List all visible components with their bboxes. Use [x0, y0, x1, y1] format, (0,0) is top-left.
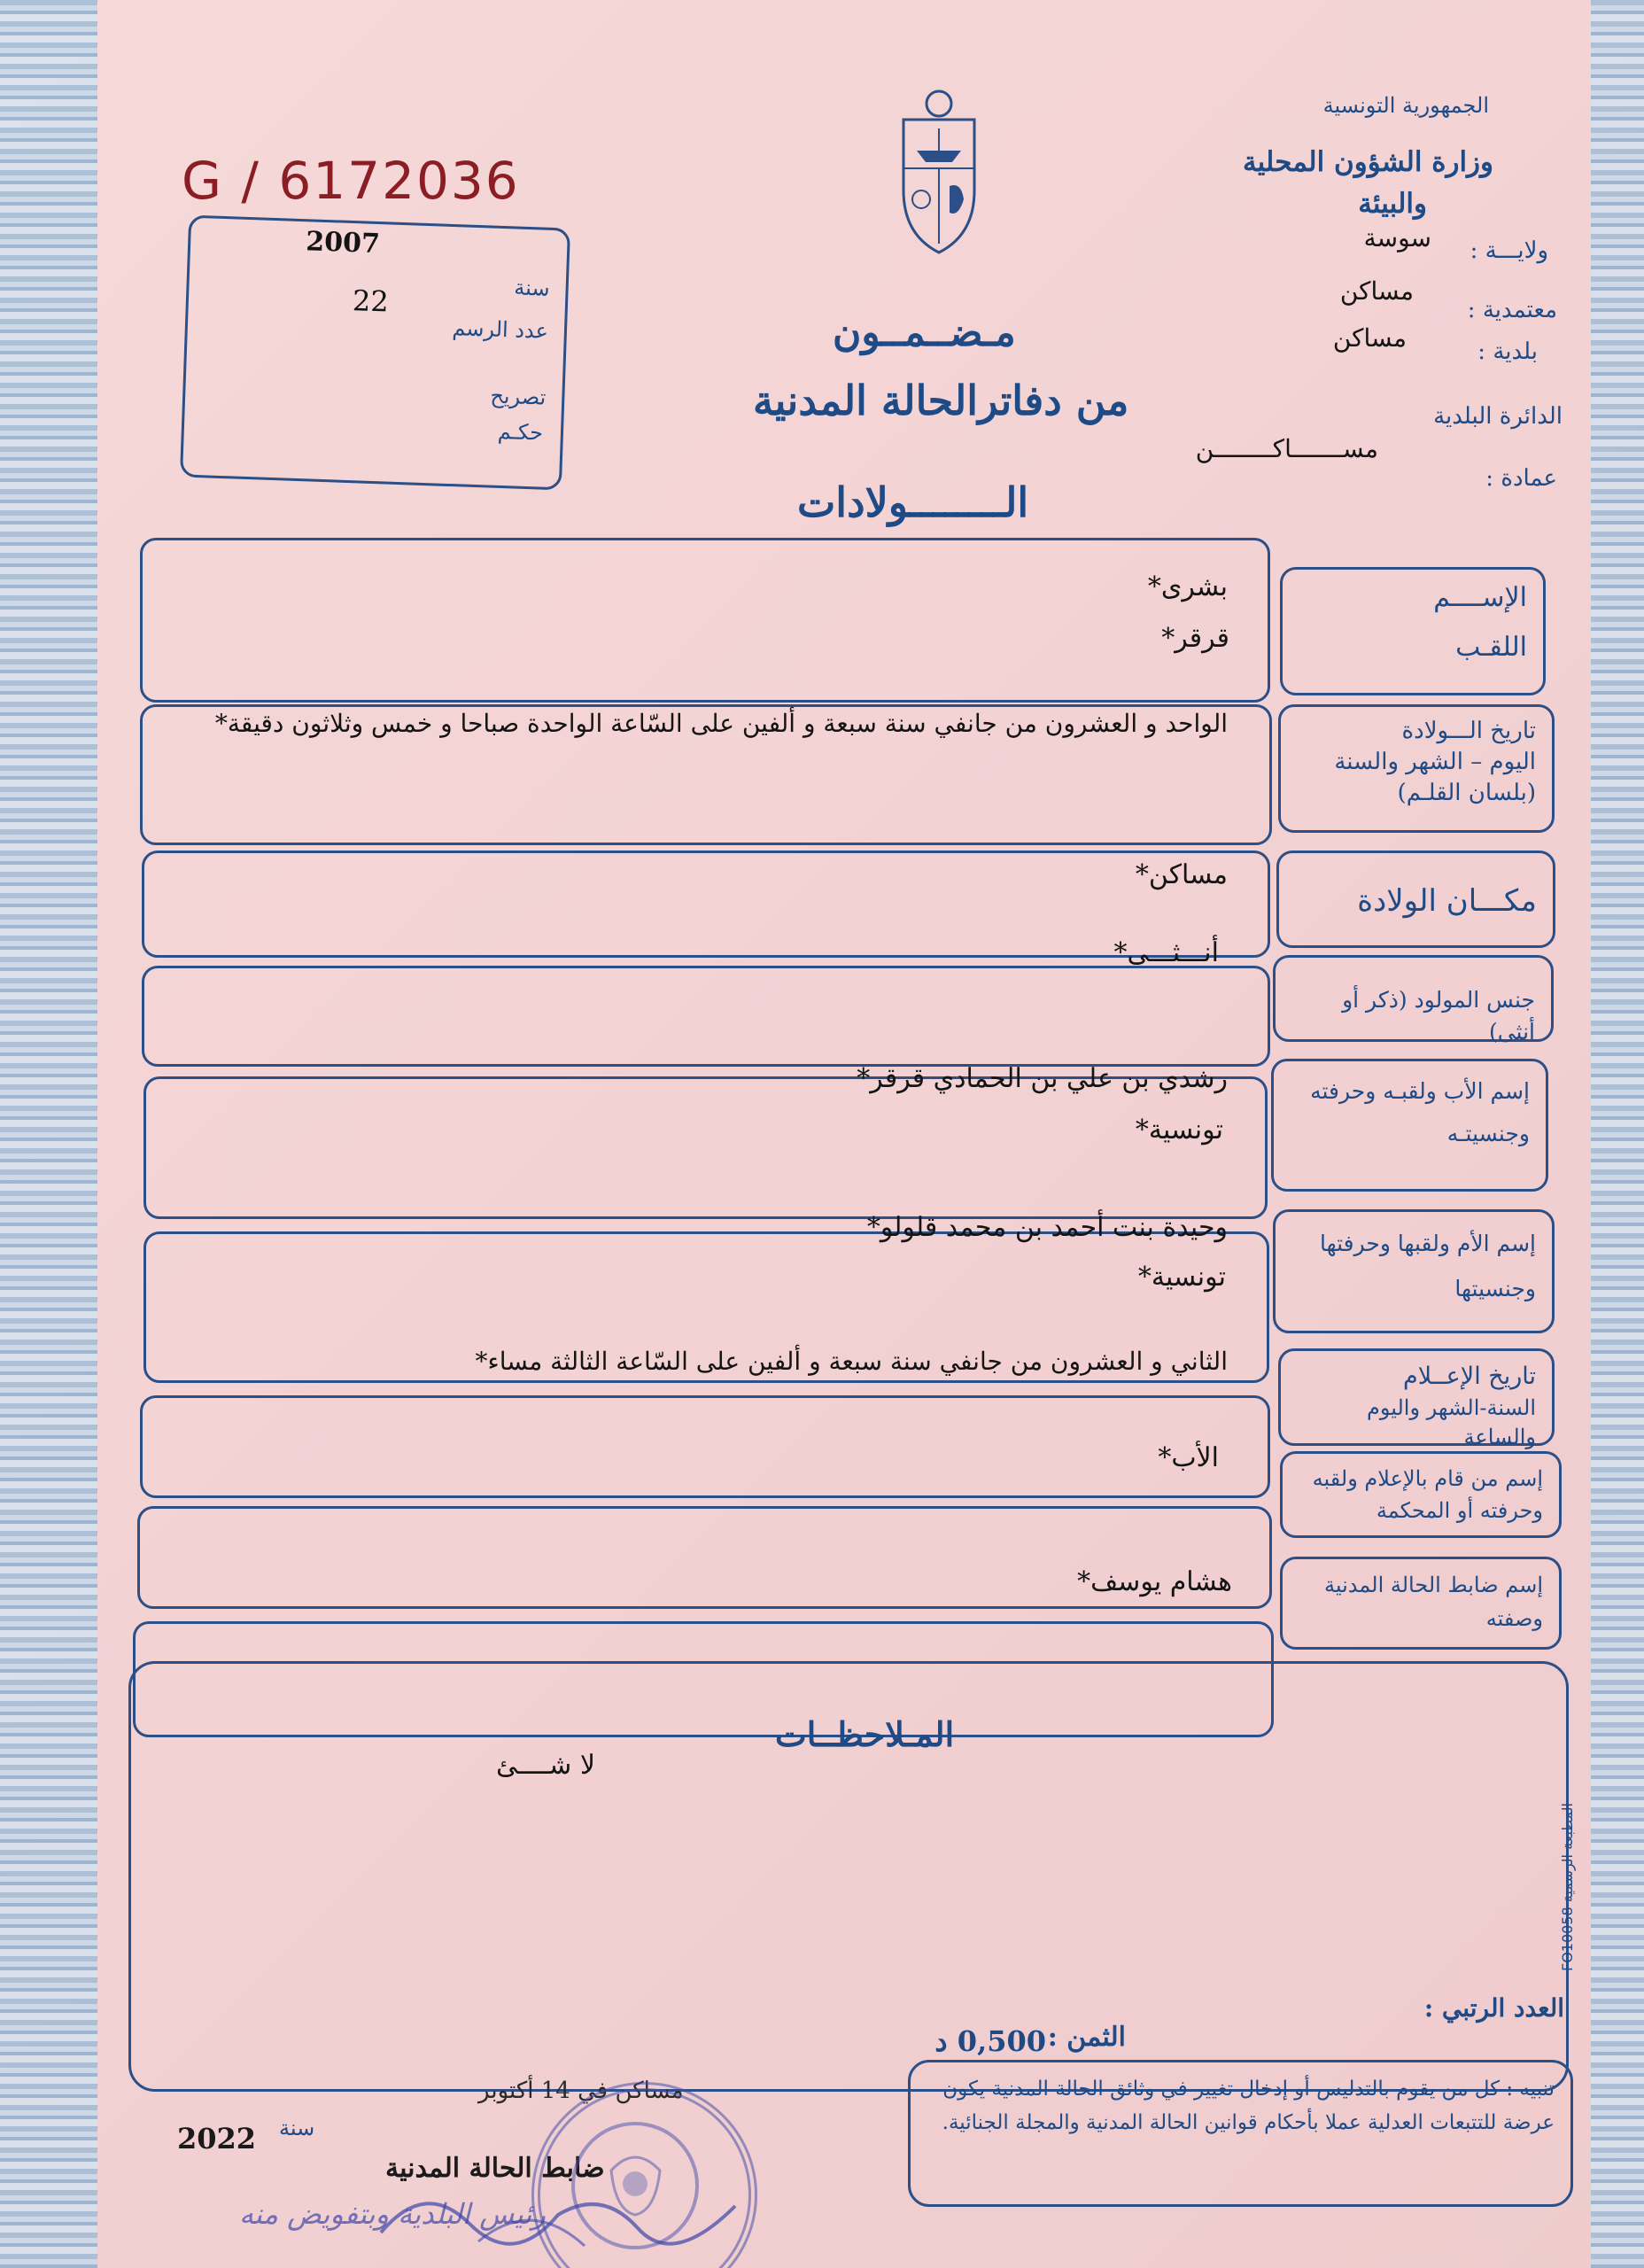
birth-date-label-1: تاريخ الـــولادة [1401, 718, 1536, 744]
footer-year-value: 2022 [177, 2122, 257, 2155]
title-line-1: مـضــمــون [833, 310, 1016, 355]
signature-note: رئيس البلدية وبتفويض منه [239, 2197, 546, 2231]
officer-label-box [1280, 1557, 1562, 1650]
declare-date-label-2: السنة-الشهر واليوم والساعة [1366, 1394, 1536, 1450]
mother-name-value: وحيدة بنت أحمد بن محمد قلولو* [866, 1212, 1228, 1243]
declare-date-value-box [140, 1395, 1270, 1498]
register-box [180, 215, 570, 491]
mother-label-1: إسم الأم ولقبها وحرفتها [1319, 1231, 1536, 1256]
ordinal-label: العدد الرتبي : [1423, 1993, 1564, 2023]
birth-date-value: الواحد و العشرون من جانفي سنة سبعة و ألفين على السّاعة الواحدة صباحا و خمس وثلاثون دقيقة* [214, 709, 1228, 738]
birth-date-label-3: (بلسان القلـم) [1397, 780, 1536, 807]
declare-date-label-1: تاريخ الإعــلام [1403, 1363, 1536, 1390]
sex-value: أنـــثـــى* [1113, 937, 1219, 968]
name-value-box [140, 538, 1270, 703]
place-date: مساكن في 14 أكتوبر [478, 2078, 684, 2104]
father-label-box [1271, 1059, 1548, 1192]
register-declaration-label: تصريح [489, 383, 547, 410]
tunisia-emblem-icon [877, 84, 1001, 261]
wilaya-label: ولايـــة : [1470, 237, 1548, 264]
name-label-box [1280, 567, 1546, 695]
declarer-value: الأب* [1158, 1442, 1219, 1473]
sex-value-box [142, 966, 1270, 1067]
father-name-value: رشدي بن علي بن الحمادي قرقر* [857, 1063, 1228, 1094]
footer-year-label: سنة [279, 2116, 315, 2140]
mootamadia-label: معتمدية : [1467, 297, 1557, 323]
register-number-value: 22 [352, 284, 390, 319]
declare-date-label-box [1278, 1348, 1555, 1450]
birth-place-value: مساكن* [1135, 859, 1228, 890]
mootamadia-value: مساكن [1339, 276, 1414, 306]
name-label: الإســــم [1433, 582, 1527, 613]
register-year-label: سنة [513, 275, 551, 301]
birth-place-label-box [1276, 850, 1555, 948]
officer-label-2: وصفته [1485, 1606, 1543, 1632]
ministry-line-2: والبيئة [1358, 188, 1427, 220]
ministry-line-1: وزارة الشؤون المحلية [1242, 146, 1493, 178]
wilaya-value: سوسة [1363, 223, 1431, 252]
remarks-value: لا شــــئ [496, 1750, 595, 1781]
declarer-label-2: وحرفته أو المحكمة [1376, 1498, 1543, 1523]
omada-label: عمادة : [1485, 465, 1557, 492]
officer-value: هشام يوسف* [1077, 1566, 1232, 1597]
surname-label: اللقـب [1455, 631, 1527, 663]
register-judgment-label: حكـم [497, 418, 544, 446]
declarer-label-box [1280, 1451, 1562, 1538]
birth-place-value-box [142, 850, 1270, 958]
baladia-value: مساكن [1332, 323, 1407, 353]
father-label-1: إسم الأب ولقبـه وحرفته [1310, 1078, 1530, 1104]
father-label-2: وجنسيتـه [1446, 1120, 1530, 1146]
declarer-label-1: إسم من قام بالإعلام ولقبه [1312, 1466, 1543, 1491]
birth-date-label-2: اليوم – الشهر والسنة [1334, 749, 1536, 776]
printer-side-text: المطبعة الرسمية FO10058 [1559, 1803, 1576, 1971]
omada-value: مســـــــاكــــــــن [1195, 434, 1378, 463]
serial-number: G / 6172036 [182, 151, 520, 211]
republic-label: الجمهورية التونسية [1322, 93, 1489, 118]
title-line-2: من دفاترالحالة المدنية [753, 377, 1129, 424]
register-number-label: عدد الرسم [451, 315, 549, 344]
birth-place-label: مكـــان الولادة [1357, 883, 1537, 919]
mother-label-2: وجنسيتها [1454, 1276, 1536, 1302]
surname-value: قرقر* [1161, 623, 1229, 654]
father-nationality-value: تونسية* [1135, 1115, 1223, 1146]
security-border-left [0, 0, 97, 2268]
birth-date-label-box [1278, 704, 1555, 833]
remarks-title: المـلاحظــات [775, 1714, 955, 1754]
register-year-value: 2007 [305, 226, 381, 260]
handwritten-signature [372, 2162, 744, 2259]
officer-label-1: إسم ضابط الحالة المدنية [1324, 1573, 1543, 1597]
sex-label: جنس المولود (ذكر أو أنثى) [1342, 987, 1535, 1045]
security-border-right [1591, 0, 1644, 2268]
price-value: 0,500 د [934, 2024, 1046, 2058]
name-value: بشرى* [1147, 571, 1228, 602]
baladia-label: بلدية : [1477, 338, 1538, 365]
declare-date-value: الثاني و العشرون من جانفي سنة سبعة و ألفين على السّاعة الثالثة مساء* [475, 1347, 1228, 1376]
mother-label-box [1273, 1209, 1555, 1333]
title-births: الــــــــولادات [797, 478, 1029, 526]
mother-nationality-value: تونسية* [1137, 1262, 1226, 1293]
daira-label: الدائرة البلدية [1433, 403, 1563, 430]
officer-signature-label: ضابط الحالة المدنية [385, 2153, 605, 2184]
sex-label-box [1273, 955, 1554, 1045]
warning-text: تنبيه : كل من يقوم بالتدليس أو إدخال تغيير في وثائق الحالة المدنية يكون عرضة للتتبعات العدلية عملا بأحكام قوانين الحالة المدنية والمجلة الجنائية. [942, 2078, 1555, 2134]
price-label: الثمن : [1047, 2022, 1126, 2053]
father-value-box [143, 1076, 1268, 1219]
